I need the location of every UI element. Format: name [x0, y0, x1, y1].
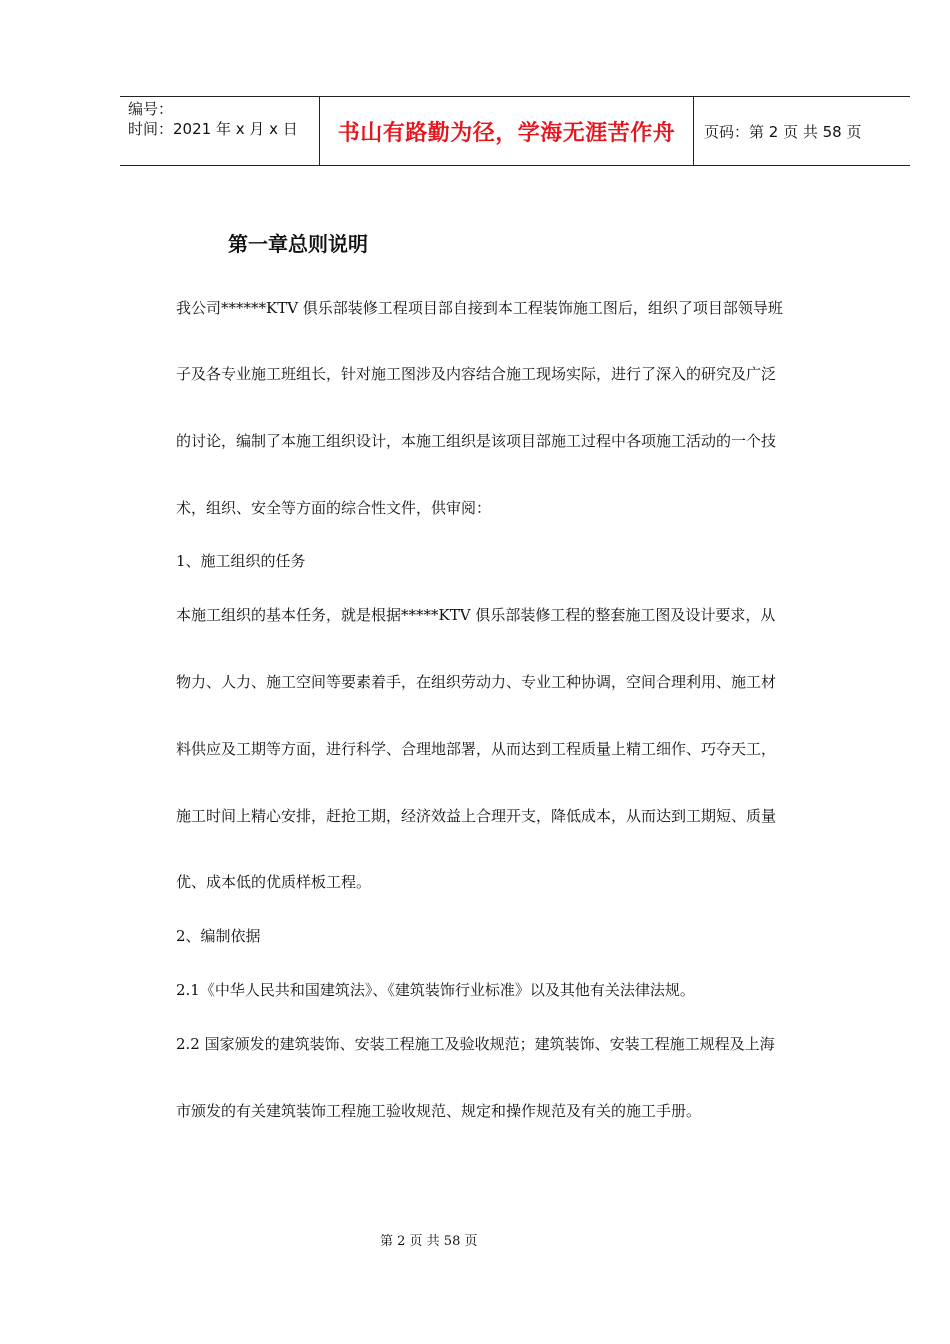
body-line: 市颁发的有关建筑装饰工程施工验收规范、规定和操作规范及有关的施工手册。: [176, 1102, 702, 1120]
body-line: 优、成本低的优质样板工程。: [176, 873, 372, 891]
body-line: 子及各专业施工班组长，针对施工图涉及内容结合施工现场实际，进行了深入的研究及广泛: [176, 365, 777, 383]
page-code: 页码：第 2 页 共 58 页: [704, 122, 862, 141]
header-table: [120, 96, 910, 166]
body-line: 本施工组织的基本任务，就是根据*****KTV 俱乐部装修工程的整套施工图及设计要求，从: [176, 606, 776, 624]
body-line: 施工时间上精心安排，赶抢工期，经济效益上合理开支，降低成本，从而达到工期短、质量: [176, 807, 777, 825]
section-heading: 1、施工组织的任务: [176, 552, 306, 570]
number-label: 编号：: [128, 100, 174, 118]
body-line: 2.2 国家颁发的建筑装饰、安装工程施工及验收规范；建筑装饰、安装工程施工规程及上海: [176, 1035, 775, 1053]
chapter-title: 第一章总则说明: [228, 232, 368, 256]
body-line: 术，组织、安全等方面的综合性文件，供审阅：: [176, 499, 492, 517]
section-heading: 2、编制依据: [176, 927, 261, 945]
body-line: 2.1《中华人民共和国建筑法》、《建筑装饰行业标准》以及其他有关法律法规。: [176, 981, 695, 999]
header-meta: [120, 97, 320, 165]
page-footer: 第 2 页 共 58 页: [380, 1234, 478, 1249]
body-line: 物力、人力、施工空间等要素着手，在组织劳动力、专业工种协调，空间合理利用、施工材: [176, 673, 777, 691]
body-line: 的讨论，编制了本施工组织设计，本施工组织是该项目部施工过程中各项施工活动的一个技: [176, 432, 777, 450]
body-line: 料供应及工期等方面，进行科学、合理地部署，从而达到工程质量上精工细作、巧夺天工，: [176, 740, 777, 758]
time-label: 时间：2021 年 x 月 x 日: [128, 120, 298, 138]
body-line: 我公司******KTV 俱乐部装修工程项目部自接到本工程装饰施工图后，组织了项目部领导班: [176, 299, 783, 317]
motto: 书山有路勤为径，学海无涯苦作舟: [320, 97, 694, 165]
